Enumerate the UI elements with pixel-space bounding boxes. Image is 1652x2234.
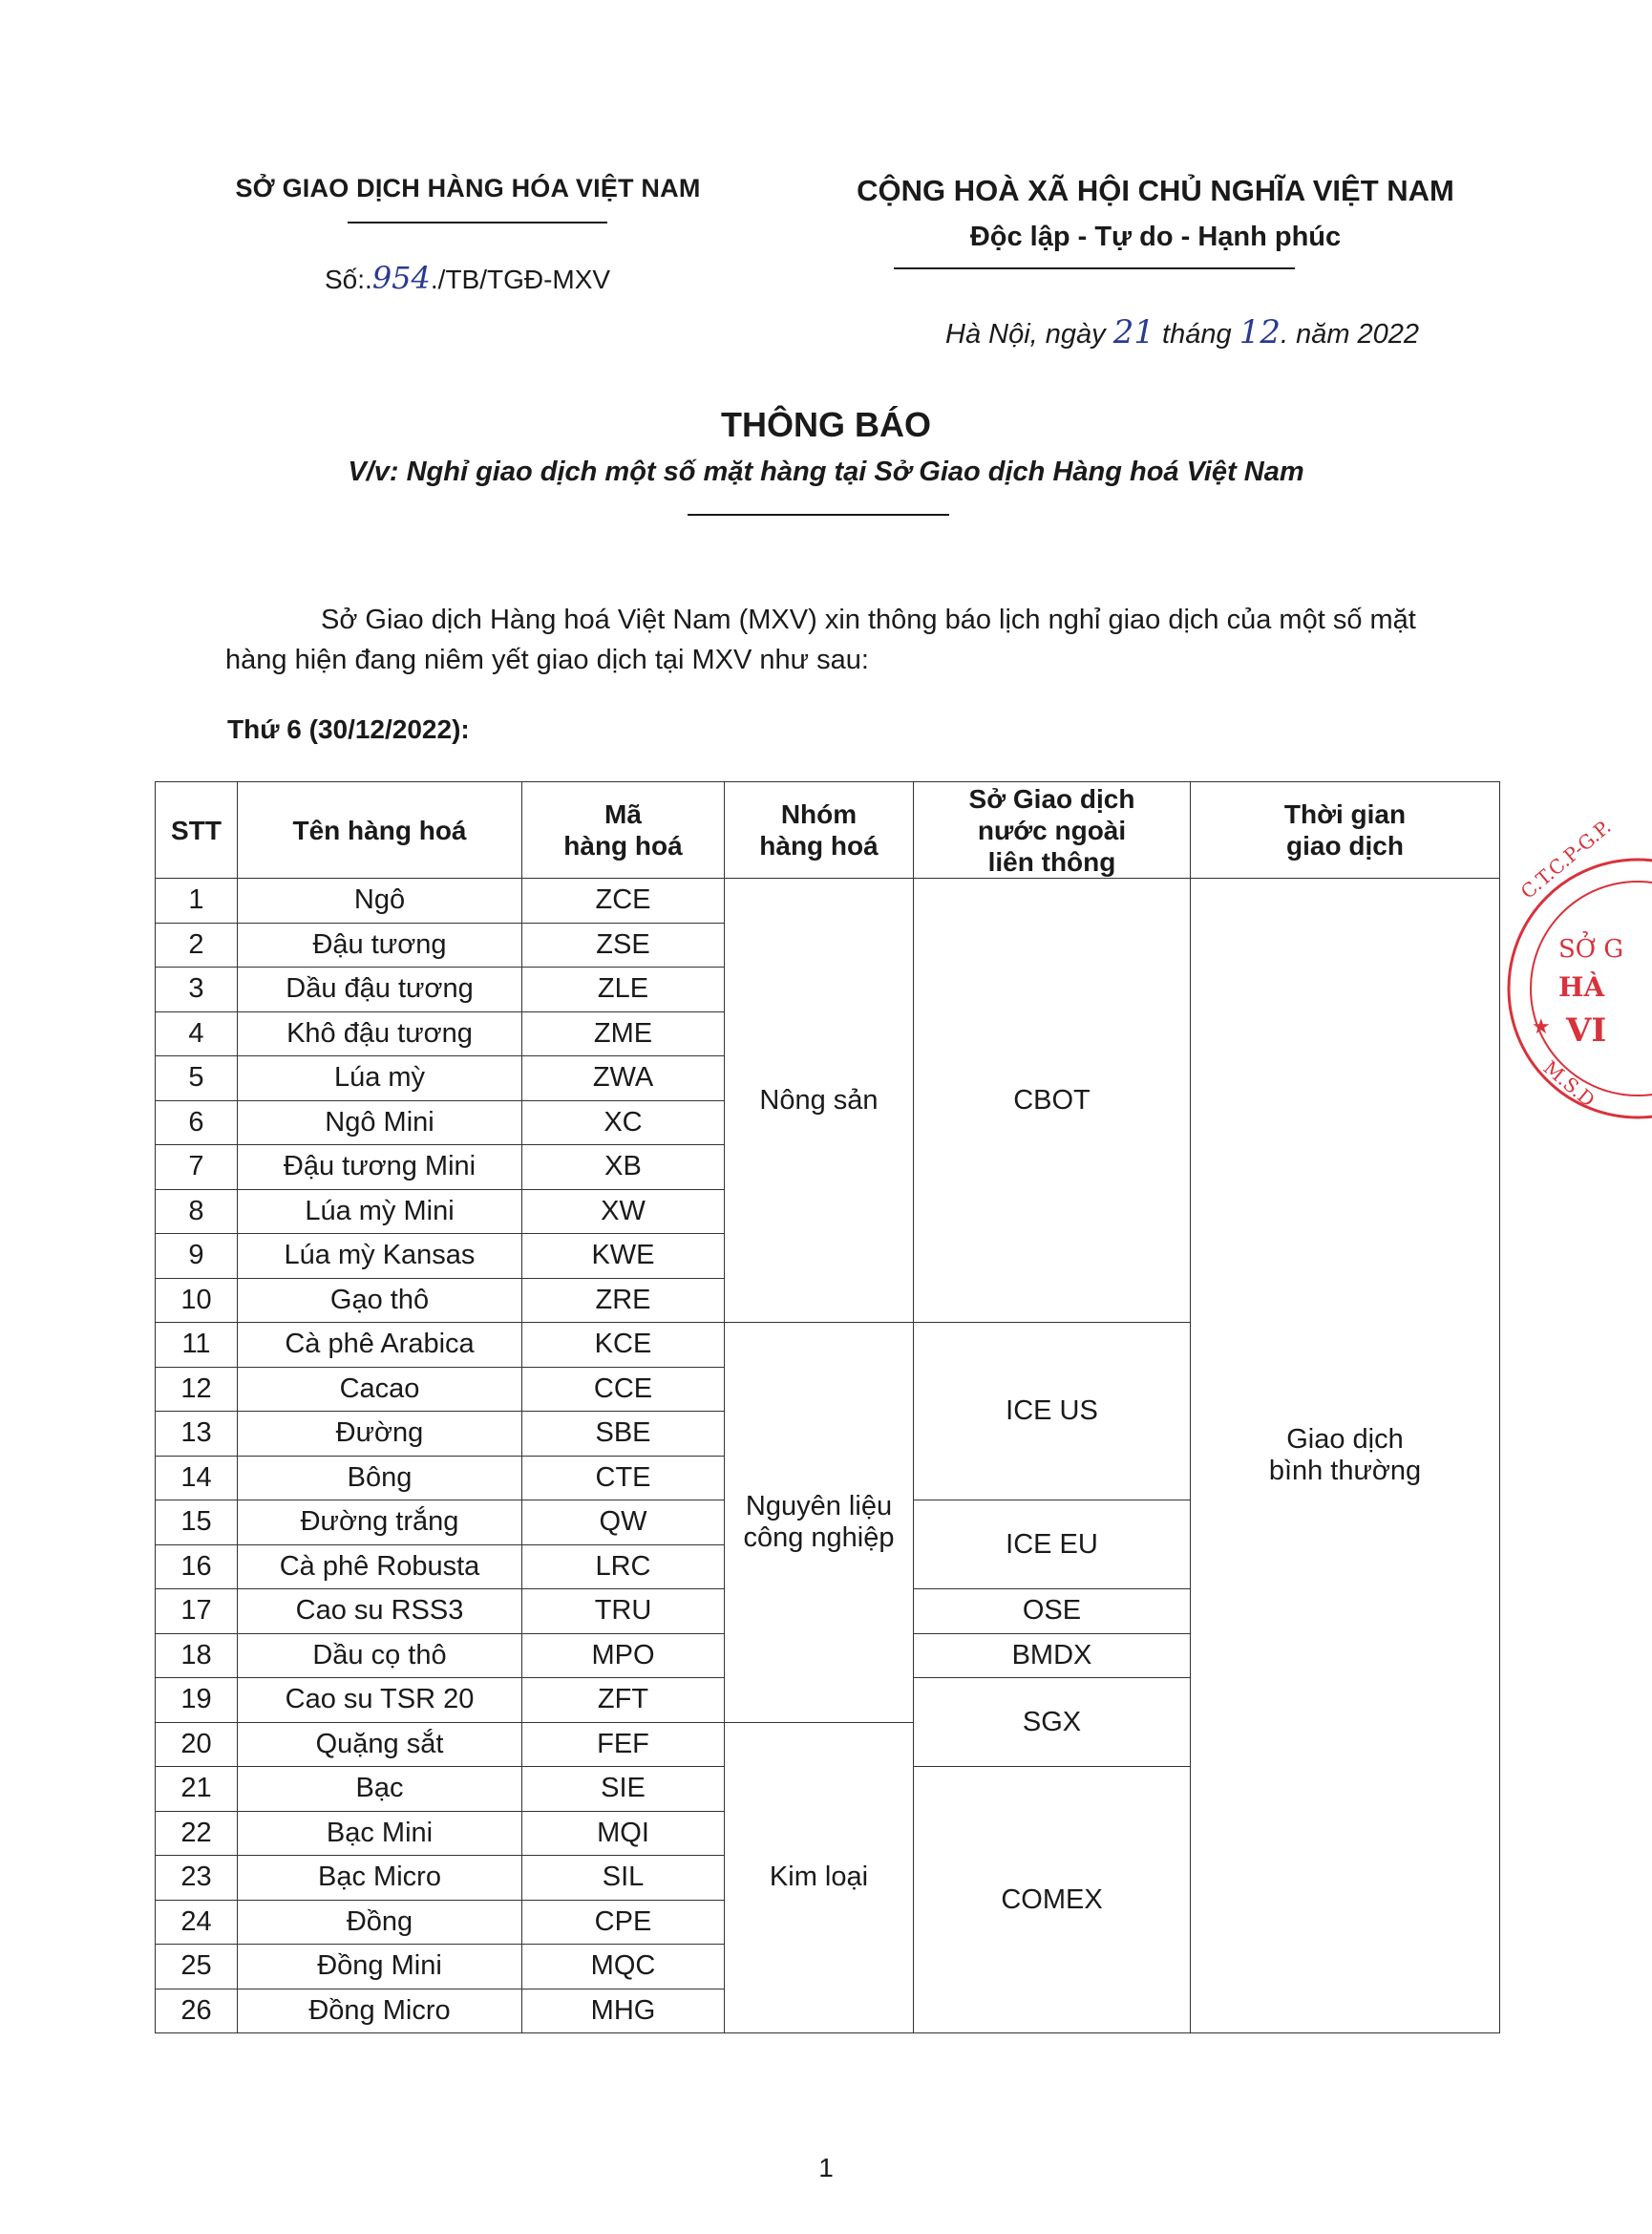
cell-code: TRU: [522, 1589, 725, 1634]
seal-graphic: [1471, 815, 1624, 1137]
cell-stt: 13: [156, 1412, 238, 1457]
date-year: . năm 2022: [1280, 319, 1420, 350]
header-group-line1: Nhóm: [780, 799, 858, 829]
cell-stt: 6: [156, 1100, 238, 1145]
cell-stt: 1: [156, 879, 238, 924]
cell-name: Ngô: [238, 879, 522, 924]
cell-code: SIE: [522, 1767, 725, 1812]
exchange-sgx: SGX: [914, 1678, 1191, 1767]
cell-code: MHG: [522, 1989, 725, 2033]
table-header-row: [156, 782, 1500, 879]
cell-code: MQI: [522, 1811, 725, 1856]
cell-name: Đồng Micro: [238, 1989, 522, 2033]
exchange-cbot: CBOT: [914, 879, 1191, 1323]
cell-name: Bông: [238, 1456, 522, 1500]
cell-code: ZLE: [522, 968, 725, 1012]
cell-name: Bạc Mini: [238, 1811, 522, 1856]
group-industrial-line2: công nghiệp: [743, 1521, 895, 1553]
cell-stt: 19: [156, 1678, 238, 1723]
cell-name: Cao su RSS3: [238, 1589, 522, 1634]
doc-number-suffix: ./TB/TGĐ-MXV: [430, 265, 611, 294]
group-agriculture: Nông sản: [725, 879, 914, 1323]
group-industrial-materials: [725, 1323, 914, 1723]
cell-stt: 10: [156, 1278, 238, 1323]
header-code-line2: hàng hoá: [563, 831, 683, 861]
doc-number-prefix: Số:.: [325, 265, 372, 294]
header-exchange-line3: liên thông: [987, 846, 1116, 877]
header-time-line1: Thời gian: [1283, 799, 1407, 829]
header-group-line2: hàng hoá: [759, 831, 879, 861]
cell-stt: 15: [156, 1500, 238, 1545]
cell-stt: 9: [156, 1234, 238, 1279]
cell-name: Bạc: [238, 1767, 522, 1812]
group-industrial-line1: Nguyên liệu: [745, 1490, 893, 1521]
cell-code: CTE: [522, 1456, 725, 1500]
cell-name: Khô đậu tương: [238, 1011, 522, 1056]
header-code-line1: Mã: [604, 799, 642, 829]
cell-name: Ngô Mini: [238, 1100, 522, 1145]
cell-name: Lúa mỳ Kansas: [238, 1234, 522, 1279]
seal-star-icon: ★: [1532, 1015, 1551, 1039]
national-title: CỘNG HOÀ XÃ HỘI CHỦ NGHĨA VIỆT NAM: [857, 174, 1454, 207]
date-month-handwritten: 12: [1239, 313, 1281, 351]
cell-code: CPE: [522, 1900, 725, 1945]
date-month-label: tháng: [1162, 319, 1232, 350]
cell-stt: 11: [156, 1323, 238, 1368]
header-time-line2: giao dịch: [1286, 831, 1404, 861]
cell-code: ZME: [522, 1011, 725, 1056]
date-prefix: Hà Nội, ngày: [945, 319, 1106, 350]
cell-code: ZSE: [522, 923, 725, 968]
header-foreign-exchange: [914, 782, 1191, 879]
seal-text-bottom: M.S.D.: [1538, 1055, 1604, 1116]
cell-stt: 21: [156, 1767, 238, 1812]
header-exchange-line2: nước ngoài: [977, 815, 1127, 845]
cell-name: Đường: [238, 1412, 522, 1457]
header-commodity-code: [522, 782, 725, 879]
seal-text-line1: SỞ G: [1558, 935, 1624, 964]
date-line: [945, 313, 1419, 351]
header-commodity-group: [725, 782, 914, 879]
cell-name: Cà phê Robusta: [238, 1544, 522, 1589]
intro-paragraph: Sở Giao dịch Hàng hoá Việt Nam (MXV) xin thông báo lịch nghỉ giao dịch của một số mặt hàng hiện đang niêm yết giao dịch tại MXV như sau:: [225, 605, 1416, 675]
cell-name: Đồng Mini: [238, 1945, 522, 1989]
cell-code: QW: [522, 1500, 725, 1545]
cell-name: Cà phê Arabica: [238, 1323, 522, 1368]
cell-code: FEF: [522, 1722, 725, 1767]
cell-stt: 5: [156, 1056, 238, 1101]
cell-code: LRC: [522, 1544, 725, 1589]
header-exchange-line1: Sở Giao dịch: [968, 783, 1135, 814]
cell-stt: 12: [156, 1367, 238, 1412]
doc-number-handwritten: 954: [371, 260, 431, 296]
subject-underline: [688, 514, 949, 516]
cell-code: KCE: [522, 1323, 725, 1368]
organization-name: SỞ GIAO DỊCH HÀNG HÓA VIỆT NAM: [235, 174, 701, 202]
cell-stt: 3: [156, 968, 238, 1012]
cell-stt: 23: [156, 1856, 238, 1901]
cell-code: XC: [522, 1100, 725, 1145]
trading-time-normal: [1191, 879, 1500, 2033]
notice-subject: V/v: Nghỉ giao dịch một số mặt hàng tại Sở Giao dịch Hàng hoá Việt Nam: [348, 457, 1304, 487]
cell-code: SBE: [522, 1412, 725, 1457]
cell-name: Lúa mỳ: [238, 1056, 522, 1101]
cell-code: ZFT: [522, 1678, 725, 1723]
cell-code: SIL: [522, 1856, 725, 1901]
cell-code: MPO: [522, 1633, 725, 1678]
cell-stt: 2: [156, 923, 238, 968]
trading-time-line2: bình thường: [1268, 1456, 1422, 1486]
exchange-ose: OSE: [914, 1589, 1191, 1634]
cell-stt: 17: [156, 1589, 238, 1634]
cell-stt: 26: [156, 1989, 238, 2033]
cell-stt: 22: [156, 1811, 238, 1856]
org-underline: [348, 222, 607, 223]
cell-name: Lúa mỳ Mini: [238, 1189, 522, 1234]
cell-name: Đậu tương: [238, 923, 522, 968]
cell-stt: 18: [156, 1633, 238, 1678]
cell-code: ZWA: [522, 1056, 725, 1101]
cell-name: Gạo thô: [238, 1278, 522, 1323]
group-metals: Kim loại: [725, 1722, 914, 2033]
seal-text-top: C.T.C.P-G.P.: [1515, 815, 1616, 904]
cell-code: XW: [522, 1189, 725, 1234]
cell-name: Bạc Micro: [238, 1856, 522, 1901]
cell-code: KWE: [522, 1234, 725, 1279]
table-row: [156, 879, 1500, 924]
cell-code: ZRE: [522, 1278, 725, 1323]
cell-stt: 4: [156, 1011, 238, 1056]
date-day-handwritten: 21: [1112, 313, 1154, 351]
motto-underline: [894, 267, 1295, 269]
header-commodity-name: Tên hàng hoá: [238, 782, 522, 879]
cell-stt: 25: [156, 1945, 238, 1989]
exchange-ice-us: ICE US: [914, 1323, 1191, 1500]
cell-name: Cao su TSR 20: [238, 1678, 522, 1723]
cell-name: Cacao: [238, 1367, 522, 1412]
cell-code: XB: [522, 1145, 725, 1190]
exchange-comex: COMEX: [914, 1767, 1191, 2033]
cell-name: Dầu cọ thô: [238, 1633, 522, 1678]
cell-code: MQC: [522, 1945, 725, 1989]
exchange-bmdx: BMDX: [914, 1633, 1191, 1678]
cell-stt: 16: [156, 1544, 238, 1589]
cell-stt: 7: [156, 1145, 238, 1190]
notice-title: THÔNG BÁO: [721, 405, 931, 444]
trading-schedule-table: [155, 781, 1500, 2033]
cell-code: ZCE: [522, 879, 725, 924]
seal-text-line2: HÀ: [1558, 971, 1605, 1003]
trading-time-line1: Giao dịch: [1286, 1424, 1404, 1455]
cell-name: Đường trắng: [238, 1500, 522, 1545]
exchange-ice-eu: ICE EU: [914, 1500, 1191, 1589]
cell-code: CCE: [522, 1367, 725, 1412]
cell-name: Đồng: [238, 1900, 522, 1945]
document-number: [325, 260, 610, 296]
header-trading-time: [1191, 782, 1500, 879]
official-seal-stamp: [1471, 815, 1624, 1137]
cell-stt: 24: [156, 1900, 238, 1945]
cell-name: Đậu tương Mini: [238, 1145, 522, 1190]
seal-text-line3: VI: [1566, 1011, 1607, 1050]
cell-stt: 14: [156, 1456, 238, 1500]
cell-name: Dầu đậu tương: [238, 968, 522, 1012]
cell-name: Quặng sắt: [238, 1722, 522, 1767]
header-stt: STT: [156, 782, 238, 879]
cell-stt: 8: [156, 1189, 238, 1234]
day-heading: Thứ 6 (30/12/2022):: [227, 714, 470, 744]
cell-stt: 20: [156, 1722, 238, 1767]
national-motto: Độc lập - Tự do - Hạnh phúc: [969, 222, 1342, 252]
page-number: 1: [818, 2153, 834, 2182]
